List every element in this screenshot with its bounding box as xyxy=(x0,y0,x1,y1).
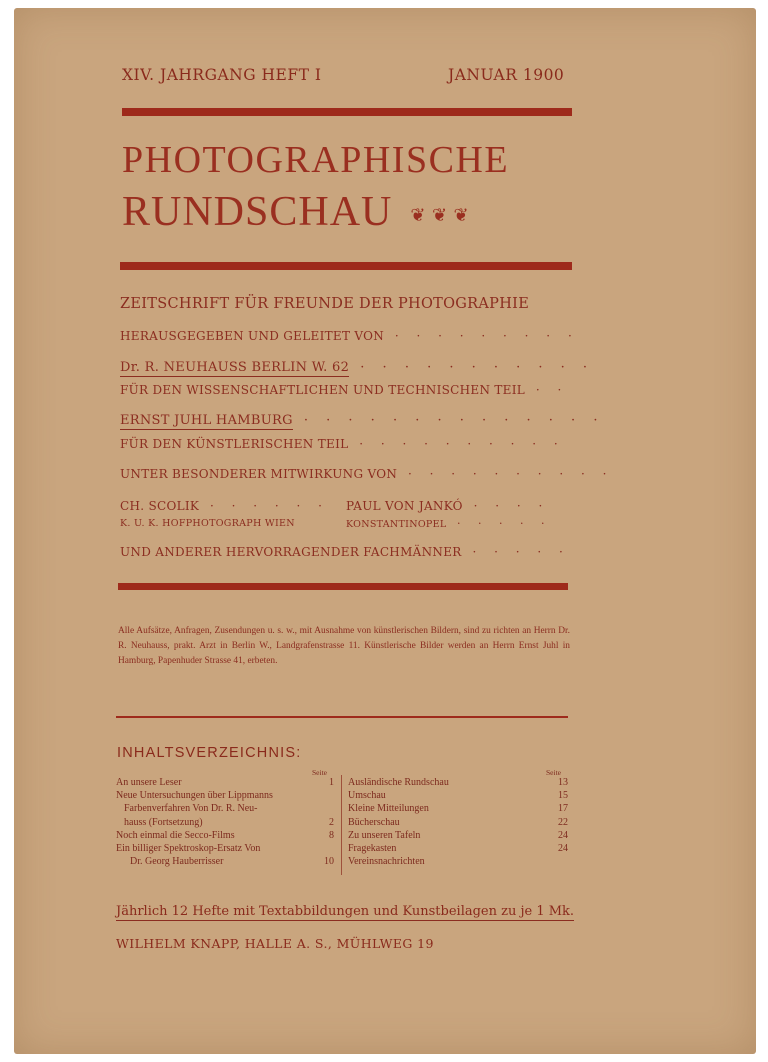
toc-left-seite: Seite xyxy=(312,768,327,777)
toc-right-entry: Bücherschau xyxy=(348,816,400,828)
editor-2-line: ERNST JUHL HAMBURG · · · · · · · · · · · · · · xyxy=(120,413,605,428)
others-label: UND ANDERER HERVORRAGENDER FACHMÄNNER xyxy=(120,545,462,559)
editor-1-name: Dr. R. NEUHAUSS BERLIN W. 62 xyxy=(120,360,350,375)
cooperation-label: UNTER BESONDERER MITWIRKUNG VON xyxy=(120,467,398,481)
toc-right-entry: Vereinsnachrichten xyxy=(348,856,425,868)
contributor-1-name: CH. SCOLIK xyxy=(120,499,200,513)
title-line-2 xyxy=(122,188,470,236)
subscription-text: Jährlich 12 Hefte mit Textabbildungen und Kunstbeilagen zu je 1 Mk. xyxy=(116,904,575,919)
toc-right-page: 15 xyxy=(558,790,568,802)
others-line: UND ANDERER HERVORRAGENDER FACHMÄNNER · · · · · xyxy=(120,545,570,559)
toc-left-entry: hauss (Fortsetzung) xyxy=(124,816,203,828)
subscription-line xyxy=(116,904,574,919)
toc-right-entry: Fragekasten xyxy=(348,843,397,854)
toc-right-page: 17 xyxy=(558,803,568,815)
toc-right-seite: Seite xyxy=(546,768,561,777)
toc-right-entry: Umschau xyxy=(348,790,386,802)
editor-2-role: FÜR DEN KÜNSTLERISCHEN TEIL xyxy=(120,437,349,451)
editor-1-role-line: FÜR DEN WISSENSCHAFTLICHEN UND TECHNISCHEN TEIL · · xyxy=(120,383,569,397)
toc-left-entry: Ein billiger Spektroskop-Ersatz Von xyxy=(116,843,261,854)
toc-right-entry: Zu unseren Tafeln xyxy=(348,829,421,841)
publisher-line: WILHELM KNAPP, HALLE A. S., MÜHLWEG 19 xyxy=(116,936,434,951)
contributor-2-role-line: KONSTANTINOPEL · · · · · xyxy=(346,517,552,530)
masthead-rule xyxy=(118,583,568,590)
notice-rule xyxy=(116,716,568,718)
issue-label: XIV. JAHRGANG HEFT I xyxy=(122,66,322,84)
toc-right-entry: Kleine Mitteilungen xyxy=(348,803,429,815)
toc-left-page: 1 xyxy=(329,777,334,788)
editor-2-role-line: FÜR DEN KÜNSTLERISCHEN TEIL · · · · · · · · · · xyxy=(120,437,565,451)
edited-by-line: HERAUSGEGEBEN UND GELEITET VON · · · · · · · · · xyxy=(120,329,579,343)
toc-right-entry: Ausländische Rundschau xyxy=(348,777,449,788)
toc-left-page: 2 xyxy=(329,816,334,828)
toc-left-entry: Farbenverfahren Von Dr. R. Neu- xyxy=(124,803,258,815)
edited-by-label: HERAUSGEGEBEN UND GELEITET VON xyxy=(120,329,385,343)
cooperation-line: UNTER BESONDERER MITWIRKUNG VON · · · · · · · · · · xyxy=(120,467,614,481)
editorial-notice: Alle Aufsätze, Anfragen, Zusendungen u. s. w., mit Ausnahme von künstlerischen Bildern, sind zu richten an Herrn Dr. R. Neuhauss, prakt. Arzt in Berlin W., Landgrafenstrasse 11. Künstlerische Bilder werden an Herrn Ernst Juhl in Hamburg, Papenhuder Strasse 41, erbeten. xyxy=(118,626,570,666)
contributor-2-line: PAUL VON JANKÓ · · · · xyxy=(346,499,550,513)
editor-2-name: ERNST JUHL HAMBURG xyxy=(120,413,293,428)
toc-right-page: 22 xyxy=(558,816,568,828)
toc-left-entry: Noch einmal die Secco-Films xyxy=(116,829,235,841)
toc-divider xyxy=(341,775,342,875)
toc-left-page: 10 xyxy=(324,856,334,868)
contributor-1-role: K. U. K. HOFPHOTOGRAPH WIEN xyxy=(120,518,295,529)
contributor-1-line: CH. SCOLIK · · · · · · xyxy=(120,499,329,513)
subtitle: ZEITSCHRIFT FÜR FREUNDE DER PHOTOGRAPHIE xyxy=(120,296,530,312)
contributor-2-name: PAUL VON JANKÓ xyxy=(346,499,463,513)
toc-left-entry: Dr. Georg Hauberrisser xyxy=(130,856,224,868)
editor-1-line: Dr. R. NEUHAUSS BERLIN W. 62 · · · · · · · · · · · xyxy=(120,360,595,375)
title-rule xyxy=(120,262,572,270)
toc-right-page: 24 xyxy=(558,843,568,854)
toc-title: INHALTSVERZEICHNIS: xyxy=(117,745,302,761)
toc-right-page: 13 xyxy=(558,777,568,788)
contributor-2-role: KONSTANTINOPEL xyxy=(346,519,447,530)
editor-1-role: FÜR DEN WISSENSCHAFTLICHEN UND TECHNISCHEN TEIL xyxy=(120,383,526,397)
toc-right-page: 24 xyxy=(558,829,568,841)
issue-date: JANUAR 1900 xyxy=(448,66,565,84)
title-line-1: PHOTOGRAPHISCHE xyxy=(122,139,510,181)
top-rule xyxy=(122,108,572,116)
leaf-ornament-icon: ❦ ❦ ❦ xyxy=(410,204,470,225)
toc-left-entry: An unsere Leser xyxy=(116,777,182,788)
toc-left-entry: Neue Untersuchungen über Lippmanns xyxy=(116,790,273,802)
title-line-2-text: RUNDSCHAU xyxy=(122,189,393,235)
toc-left-page: 8 xyxy=(329,829,334,841)
